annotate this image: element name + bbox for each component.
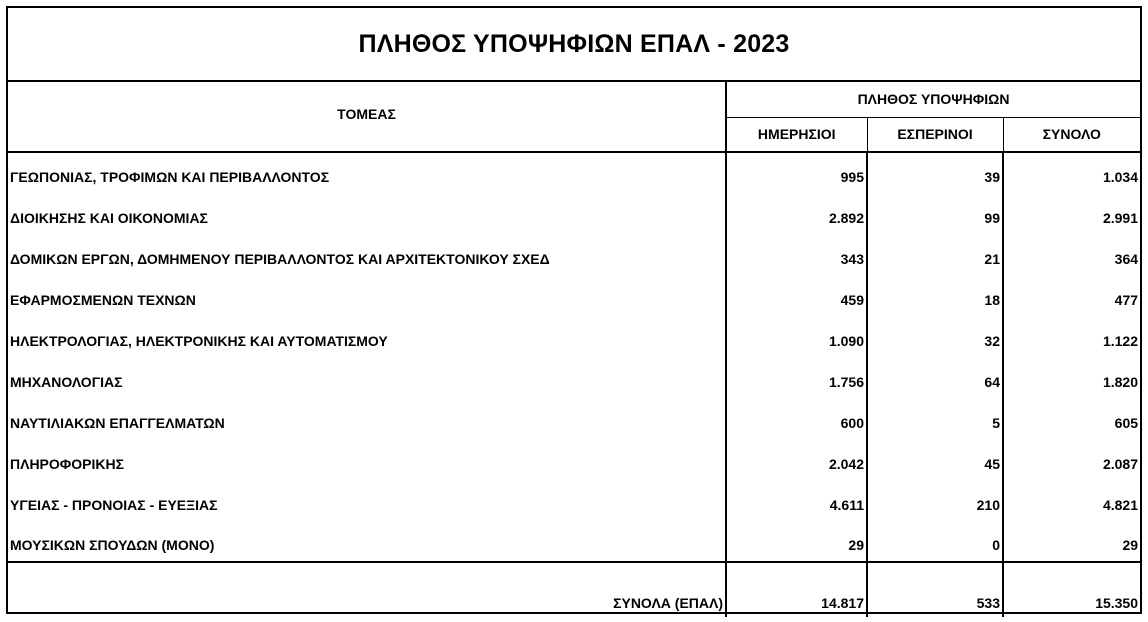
- header-total: ΣΥΝΟΛΟ: [1003, 117, 1140, 152]
- header-day: ΗΜΕΡΗΣΙΟΙ: [726, 117, 867, 152]
- table-row: [8, 480, 1140, 521]
- day-cell: 1.090: [726, 316, 867, 357]
- total-cell: 29: [1122, 537, 1139, 553]
- table-row: [8, 234, 1140, 275]
- totals-total-cell: 15.350: [1003, 562, 1140, 617]
- table-row: [8, 193, 1140, 234]
- candidates-table: [8, 82, 1140, 617]
- day-cell: 29: [726, 521, 867, 562]
- sector-cell: ΗΛΕΚΤΡΟΛΟΓΙΑΣ, ΗΛΕΚΤΡΟΝΙΚΗΣ ΚΑΙ ΑΥΤΟΜΑΤΙΣΜΟΥ: [8, 316, 726, 357]
- table-row: [8, 439, 1140, 480]
- day-cell: 600: [726, 398, 867, 439]
- evening-cell: 99: [867, 193, 1003, 234]
- totals-row: [8, 562, 1140, 617]
- day-cell: 4.611: [726, 480, 867, 521]
- sector-cell: ΕΦΑΡΜΟΣΜΕΝΩΝ ΤΕΧΝΩΝ: [8, 275, 726, 316]
- evening-cell: 18: [867, 275, 1003, 316]
- evening-cell: 39: [867, 152, 1003, 193]
- day-cell: 995: [726, 152, 867, 193]
- total-cell: 1.820: [1102, 374, 1139, 390]
- evening-cell: 21: [867, 234, 1003, 275]
- table-row: [8, 316, 1140, 357]
- table-row: [8, 521, 1140, 562]
- table-row: [8, 275, 1140, 316]
- sector-cell: ΥΓΕΙΑΣ - ΠΡΟΝΟΙΑΣ - ΕΥΕΞΙΑΣ: [8, 480, 726, 521]
- sector-cell: ΝΑΥΤΙΛΙΑΚΩΝ ΕΠΑΓΓΕΛΜΑΤΩΝ: [8, 398, 726, 439]
- total-cell: 2.087: [1102, 456, 1139, 472]
- total-cell: 2.991: [1102, 210, 1139, 226]
- header-candidates-group: ΠΛΗΘΟΣ ΥΠΟΨΗΦΙΩΝ: [726, 82, 1140, 117]
- day-cell: 1.756: [726, 357, 867, 398]
- totals-evening-cell: 533: [867, 562, 1003, 617]
- sector-cell: ΔΟΜΙΚΩΝ ΕΡΓΩΝ, ΔΟΜΗΜΕΝΟΥ ΠΕΡΙΒΑΛΛΟΝΤΟΣ ΚΑΙ ΑΡΧΙΤΕΚΤΟΝΙΚΟΥ ΣΧΕΔ: [8, 234, 726, 275]
- sector-cell: ΓΕΩΠΟΝΙΑΣ, ΤΡΟΦΙΜΩΝ ΚΑΙ ΠΕΡΙΒΑΛΛΟΝΤΟΣ: [8, 152, 726, 193]
- sector-cell: ΜΟΥΣΙΚΩΝ ΣΠΟΥΔΩΝ (ΜΟΝΟ): [8, 521, 726, 562]
- header-sector: ΤΟΜΕΑΣ: [8, 82, 726, 152]
- header-evening: ΕΣΠΕΡΙΝΟΙ: [867, 117, 1003, 152]
- total-cell: 605: [1114, 415, 1139, 431]
- spreadsheet-table: [6, 6, 1142, 614]
- total-cell: 4.821: [1102, 497, 1139, 513]
- totals-label: ΣΥΝΟΛΑ (ΕΠΑΛ): [8, 562, 726, 617]
- sector-cell: ΠΛΗΡΟΦΟΡΙΚΗΣ: [8, 439, 726, 480]
- evening-cell: 32: [867, 316, 1003, 357]
- table-row: [8, 357, 1140, 398]
- evening-cell: 45: [867, 439, 1003, 480]
- evening-cell: 0: [867, 521, 1003, 562]
- total-cell: 364: [1114, 251, 1139, 267]
- day-cell: 2.042: [726, 439, 867, 480]
- day-cell: 343: [726, 234, 867, 275]
- total-cell: 477: [1114, 292, 1139, 308]
- sector-cell: ΜΗΧΑΝΟΛΟΓΙΑΣ: [8, 357, 726, 398]
- table-row: [8, 152, 1140, 193]
- day-cell: 2.892: [726, 193, 867, 234]
- sector-cell: ΔΙΟΙΚΗΣΗΣ ΚΑΙ ΟΙΚΟΝΟΜΙΑΣ: [8, 193, 726, 234]
- evening-cell: 64: [867, 357, 1003, 398]
- total-cell: 1.034: [1102, 169, 1139, 185]
- day-cell: 459: [726, 275, 867, 316]
- total-cell: 1.122: [1102, 333, 1139, 349]
- evening-cell: 210: [867, 480, 1003, 521]
- totals-day-cell: 14.817: [726, 562, 867, 617]
- table-row: [8, 398, 1140, 439]
- evening-cell: 5: [867, 398, 1003, 439]
- table-title: ΠΛΗΘΟΣ ΥΠΟΨΗΦΙΩΝ ΕΠΑΛ - 2023: [8, 8, 1140, 82]
